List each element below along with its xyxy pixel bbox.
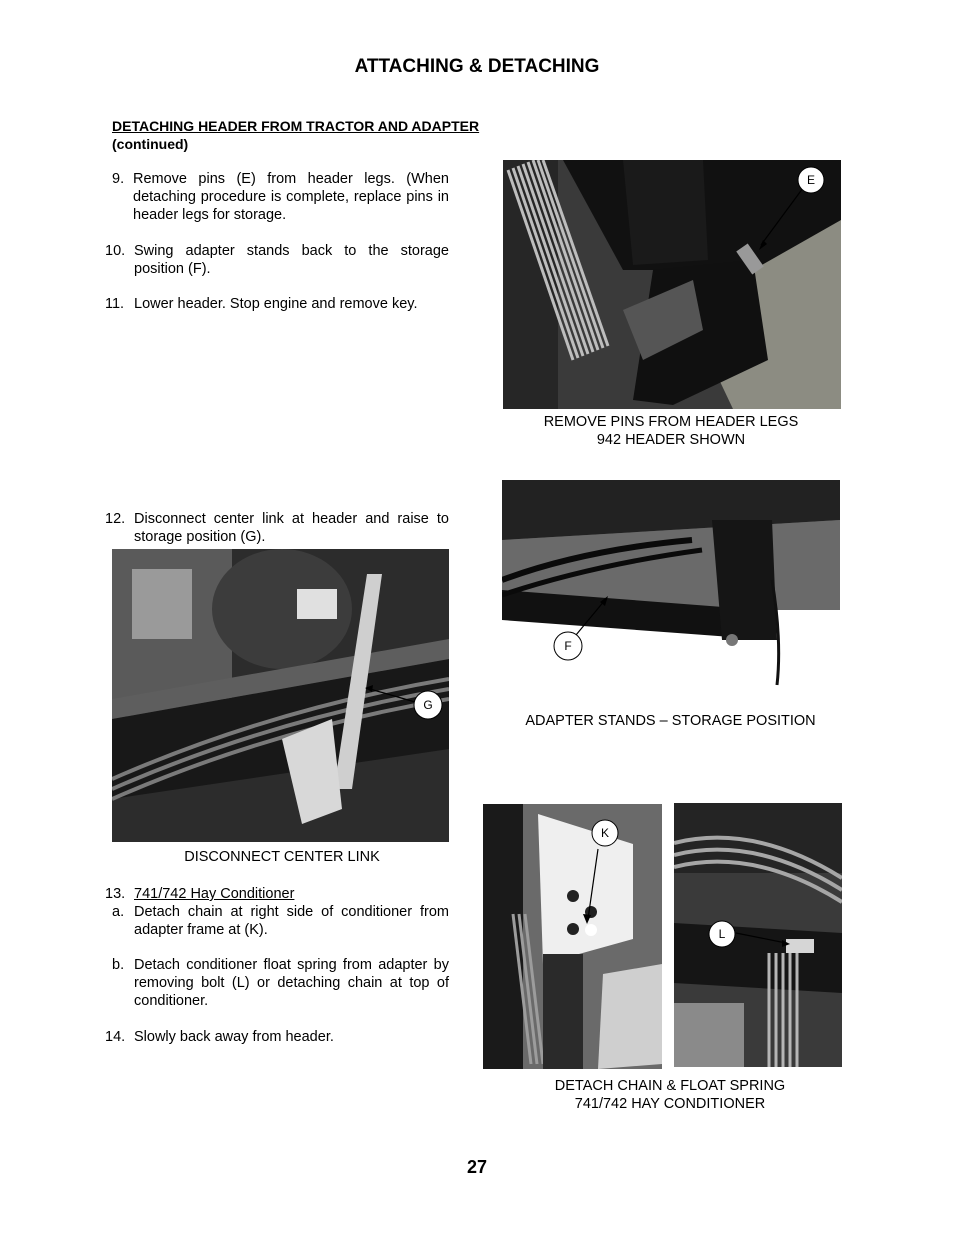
step-text: Lower header. Stop engine and remove key. [134, 296, 418, 312]
callout-k-label: K [600, 826, 610, 840]
step-number: 10. [105, 243, 126, 259]
callout-f-label: F [564, 639, 572, 653]
step-number: 14. [105, 1029, 126, 1045]
caption-line-1: REMOVE PINS FROM HEADER LEGS [543, 414, 799, 430]
photo-header-legs [503, 160, 841, 409]
step-number: 13. [105, 886, 126, 902]
caption-line-1: DISCONNECT CENTER LINK [184, 849, 380, 865]
caption-chain-float-spring [483, 1077, 857, 1113]
step-number: 11. [105, 296, 125, 312]
caption-center-link [112, 848, 452, 866]
step-13a [112, 903, 449, 941]
step-text: 741/742 Hay Conditioner [134, 886, 295, 902]
step-text: Detach chain at right side of conditioner from adapter frame at (K). [134, 904, 449, 938]
step-13 [105, 885, 449, 905]
step-number: 9. [112, 171, 125, 187]
step-13b [112, 956, 449, 1012]
photo-adapter-stands [502, 480, 840, 692]
photo-float-spring-l [674, 803, 842, 1067]
caption-header-legs [503, 413, 839, 449]
step-number: b. [112, 957, 125, 973]
step-text: Remove pins (E) from header legs. (When detaching procedure is complete, replace pins in header legs for storage. [133, 171, 449, 223]
photo-header-legs-drawing [503, 160, 841, 409]
step-text: Disconnect center link at header and raise to storage position (G). [134, 511, 449, 545]
step-text: Detach conditioner float spring from adapter by removing bolt (L) or detaching chain at top of conditioner. [134, 957, 449, 1009]
photo-center-link [112, 549, 449, 842]
photo-chain-k [483, 804, 662, 1069]
callout-e-label: E [806, 173, 816, 187]
caption-line-2: 942 HEADER SHOWN [596, 432, 746, 448]
step-12 [105, 510, 449, 548]
step-11 [105, 295, 449, 315]
photo-adapter-stands-drawing [502, 480, 840, 692]
section-heading [112, 117, 479, 153]
step-14 [105, 1028, 449, 1048]
section-continued: (continued) [112, 136, 189, 152]
page-number: 27 [466, 1157, 488, 1177]
page-title: ATTACHING & DETACHING [354, 56, 600, 77]
step-text: Swing adapter stands back to the storage position (F). [134, 243, 449, 277]
caption-line-2: 741/742 HAY CONDITIONER [574, 1096, 766, 1112]
step-number: 12. [105, 511, 126, 527]
step-10 [105, 242, 449, 280]
caption-line-1: DETACH CHAIN & FLOAT SPRING [554, 1078, 786, 1094]
callout-l-label: L [718, 927, 726, 941]
photo-chain-k-drawing [483, 804, 662, 1069]
step-9 [112, 170, 449, 226]
step-text: Slowly back away from header. [134, 1029, 334, 1045]
caption-adapter-stands [502, 712, 839, 730]
callout-g-label: G [423, 698, 433, 712]
photo-center-link-drawing [112, 549, 449, 842]
section-heading-text: DETACHING HEADER FROM TRACTOR AND ADAPTER [112, 118, 480, 134]
caption-line-1: ADAPTER STANDS – STORAGE POSITION [525, 713, 816, 729]
photo-float-spring-l-drawing [674, 803, 842, 1067]
step-number: a. [112, 904, 125, 920]
